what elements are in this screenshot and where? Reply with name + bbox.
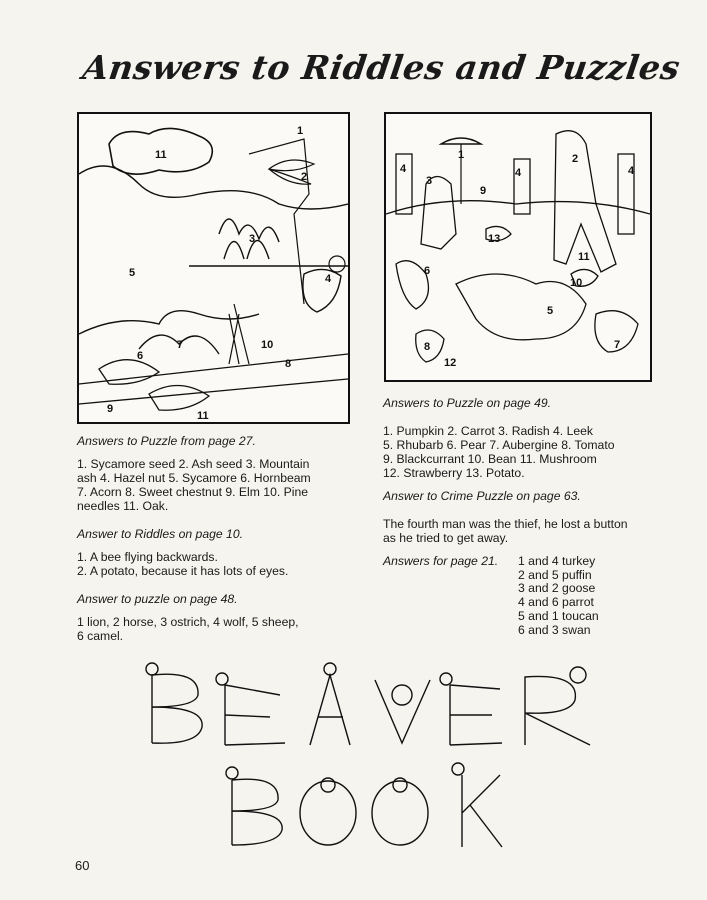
text-line: needles 11. Oak. — [77, 499, 169, 513]
text-line: 1 lion, 2 horse, 3 ostrich, 4 wolf, 5 sheep, — [77, 615, 299, 629]
puzzle-number: 11 — [155, 149, 167, 161]
puzzle-number: 9 — [107, 403, 114, 415]
text-line: 12. Strawberry 13. Potato. — [383, 466, 525, 480]
text-line: 5. Rhubarb 6. Pear 7. Aubergine 8. Tomato — [383, 438, 615, 452]
text-line: as he tried to get away. — [383, 531, 509, 545]
puzzle-number: 10 — [261, 339, 274, 351]
puzzle-number: 5 — [547, 305, 554, 317]
vegetable-scene-illustration — [386, 114, 650, 380]
puzzle-number: 1 — [297, 125, 304, 137]
page-21-answers — [518, 555, 599, 637]
section-heading: Answer to Crime Puzzle on page 63. — [383, 489, 581, 503]
puzzle-number: 4 — [515, 167, 522, 179]
puzzle-number: 8 — [424, 341, 431, 353]
puzzle-number: 12 — [444, 357, 457, 369]
section-body — [77, 550, 349, 578]
puzzle-number: 9 — [480, 185, 487, 197]
text-line: ash 4. Hazel nut 5. Sycamore 6. Hornbeam — [77, 471, 311, 485]
puzzle-number: 11 — [197, 410, 209, 422]
puzzle-number: 3 — [249, 233, 256, 245]
section-heading: Answer to puzzle on page 48. — [77, 592, 238, 606]
puzzle-number: 3 — [426, 175, 433, 187]
answer-pair: 5 and 1 toucan — [518, 608, 599, 623]
text-line: 2. A potato, because it has lots of eyes. — [77, 564, 289, 578]
answer-pair: 1 and 4 turkey — [518, 554, 596, 568]
page-number: 60 — [75, 858, 90, 873]
text-line: 6 camel. — [77, 629, 124, 643]
puzzle-picture-page-49 — [384, 112, 652, 382]
section-body — [77, 615, 349, 643]
answer-pair: 3 and 2 goose — [518, 581, 596, 596]
puzzle-picture-page-27 — [77, 112, 350, 424]
section-body — [383, 517, 655, 545]
puzzle-number: 10 — [570, 277, 583, 289]
section-heading: Answers to Puzzle on page 49. — [383, 396, 552, 410]
page-title: Answers to Riddles and Puzzles — [80, 48, 683, 87]
section-heading: Answers to Puzzle from page 27. — [77, 434, 256, 448]
puzzle-number: 6 — [424, 265, 431, 277]
woodland-scene-illustration — [79, 114, 348, 422]
puzzle-number: 4 — [400, 163, 407, 175]
text-line: 9. Blackcurrant 10. Bean 11. Mushroom — [383, 452, 597, 466]
puzzle-number: 4 — [325, 273, 332, 285]
page-21-heading: Answers for page 21. — [383, 554, 499, 568]
puzzle-number: 4 — [628, 165, 635, 177]
text-line: 7. Acorn 8. Sweet chestnut 9. Elm 10. Pine — [77, 485, 309, 499]
puzzle-number: 1 — [458, 149, 465, 161]
section-body — [77, 457, 349, 513]
answer-pair: 4 and 6 parrot — [518, 595, 594, 610]
text-line: 1. Sycamore seed 2. Ash seed 3. Mountain — [77, 457, 310, 471]
puzzle-number: 7 — [614, 339, 621, 351]
section-heading: Answer to Riddles on page 10. — [77, 527, 243, 541]
text-line: The fourth man was the thief, he lost a button — [383, 517, 628, 531]
left-answers-column — [77, 434, 349, 652]
answer-pair: 2 and 5 puffin — [518, 567, 592, 582]
text-line: 1. A bee flying backwards. — [77, 550, 218, 564]
section-body — [383, 424, 655, 480]
puzzle-number: 2 — [301, 171, 308, 183]
puzzle-number: 7 — [177, 339, 184, 351]
puzzle-number: 6 — [137, 350, 144, 362]
puzzle-number: 2 — [572, 153, 579, 165]
answer-pair: 6 and 3 swan — [518, 622, 591, 637]
beaver-book-logo — [140, 655, 605, 850]
puzzle-number: 8 — [285, 358, 292, 370]
puzzle-number: 5 — [129, 267, 136, 279]
puzzle-number: 13 — [488, 233, 501, 245]
right-answers-column — [383, 396, 655, 554]
puzzle-number: 11 — [578, 251, 590, 263]
text-line: 1. Pumpkin 2. Carrot 3. Radish 4. Leek — [383, 424, 594, 438]
